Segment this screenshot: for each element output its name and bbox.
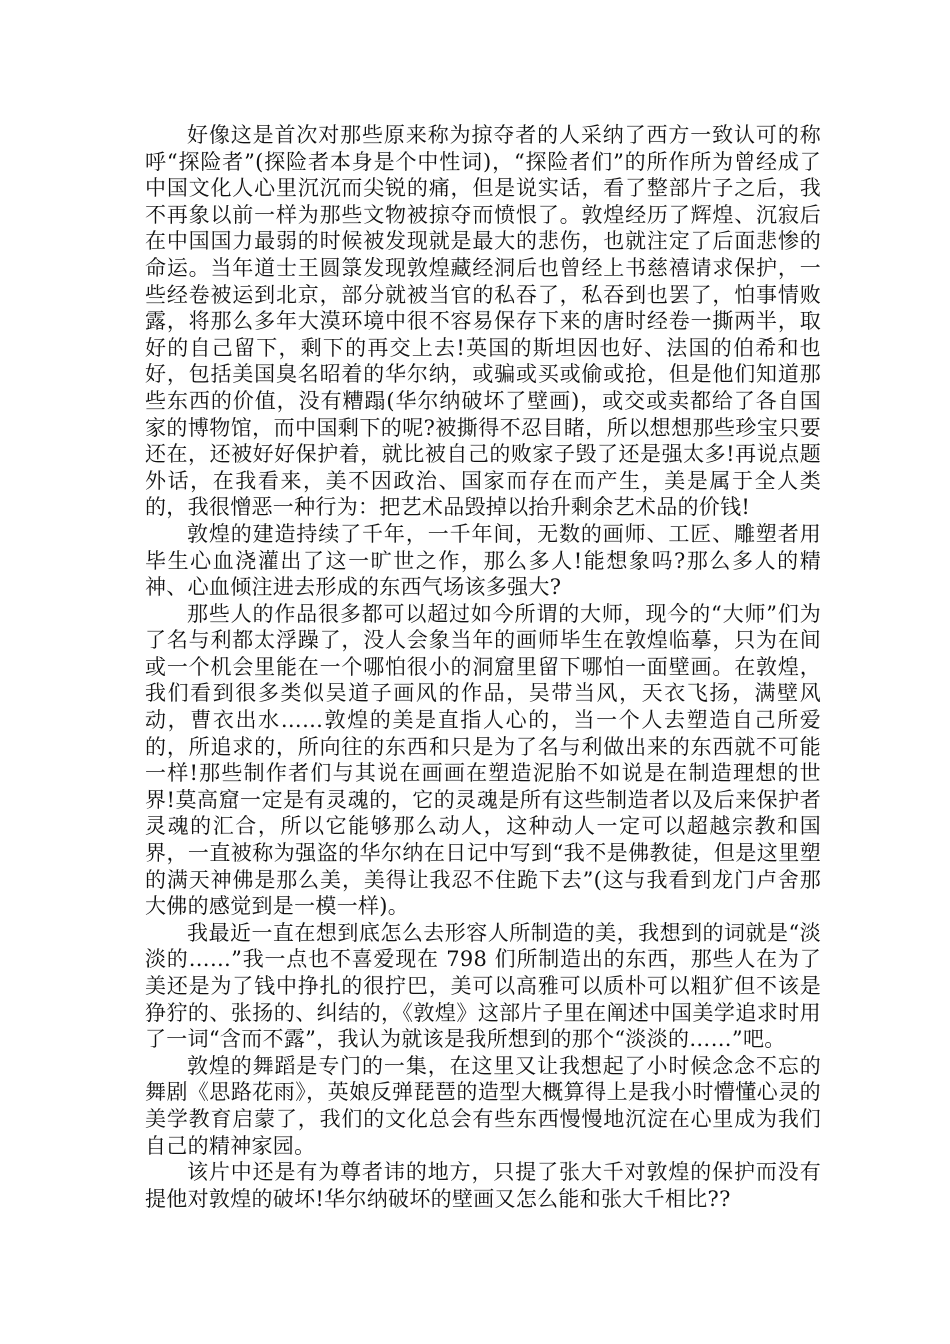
- paragraph: 该片中还是有为尊者讳的地方，只提了张大千对敦煌的保护而没有提他对敦煌的破坏!华尔纳破坏的壁画又怎么能和张大千相比??: [145, 1160, 821, 1211]
- paragraph: 好像这是首次对那些原来称为掠夺者的人采纳了西方一致认可的称呼“探险者”(探险者本身是个中性词)，“探险者们”的所作所为曾经成了中国文化人心里沉沉而尖锐的痛，但是说实话，看了整部片子之后，我不再象以前一样为那些文物被掠夺而愤恨了。敦煌经历了辉煌、沉寂后在中国国力最弱的时候被发现就是最大的悲伤，也就注定了后面悲惨的命运。当年道士王圆箓发现敦煌藏经洞后也曾经上书慈禧请求保护，一些经卷被运到北京，部分就被当官的私吞了，私吞到也罢了，怕事情败露，将那么多年大漠环境中很不容易保存下来的唐时经卷一撕两半，取好的自己留下，剩下的再交上去!英国的斯坦因也好、法国的伯希和也好，包括美国臭名昭着的华尔纳，或骗或买或偷或抢，但是他们知道那些东西的价值，没有糟蹋(华尔纳破坏了壁画)，或交或卖都给了各自国家的博物馆，而中国剩下的呢?被撕得不忍目睹，所以想想那些珍宝只要还在，还被好好保护着，就比被自己的败家子毁了还是强太多!再说点题外话，在我看来，美不因政治、国家而存在而产生，美是属于全人类的，我很憎恶一种行为：把艺术品毁掉以抬升剩余艺术品的价钱!: [145, 123, 821, 520]
- article-body: [145, 122, 821, 1212]
- paragraph: 那些人的作品很多都可以超过如今所谓的大师，现今的“大师”们为了名与利都太浮躁了，没人会象当年的画师毕生在敦煌临摹，只为在间或一个机会里能在一个哪怕很小的洞窟里留下哪怕一面壁画。在敦煌，我们看到很多类似吴道子画风的作品，吴带当风，天衣飞扬，满壁风动，曹衣出水……敦煌的美是直指人心的，当一个人去塑造自己所爱的，所追求的，所向往的东西和只是为了名与利做出来的东西就不可能一样!那些制作者们与其说在画画在塑造泥胎不如说是在制造理想的世界!莫高窟一定是有灵魂的，它的灵魂是所有这些制造者以及后来保护者灵魂的汇合，所以它能够那么动人，这种动人一定可以超越宗教和国界，一直被称为强盗的华尔纳在日记中写到“我不是佛教徒，但是这里塑的满天神佛是那么美，美得让我忍不住跪下去”(这与我看到龙门卢舍那大佛的感觉到是一模一样)。: [145, 601, 821, 919]
- paragraph: 敦煌的建造持续了千年，一千年间，无数的画师、工匠、雕塑者用毕生心血浇灌出了这一旷世之作，那么多人!能想象吗?那么多人的精神、心血倾注进去形成的东西气场该多强大?: [145, 521, 821, 600]
- paragraph: 敦煌的舞蹈是专门的一集，在这里又让我想起了小时候念念不忘的舞剧《思路花雨》，英娘反弹琵琶的造型大概算得上是我小时懵懂心灵的美学教育启蒙了，我们的文化总会有些东西慢慢地沉淀在心里成为我们自己的精神家园。: [145, 1053, 821, 1158]
- paragraph: 我最近一直在想到底怎么去形容人所制造的美，我想到的词就是“淡淡的……”我一点也不喜爱现在 798 们所制造出的东西，那些人在为了美还是为了钱中挣扎的很拧巴，美可以高雅可以质朴可以粗犷但不该是狰狞的、张扬的、纠结的，《敦煌》这部片子里在阐述中国美学追求时用了一词“含而不露”，我认为就该是我所想到的那个“淡淡的……”吧。: [145, 920, 821, 1052]
